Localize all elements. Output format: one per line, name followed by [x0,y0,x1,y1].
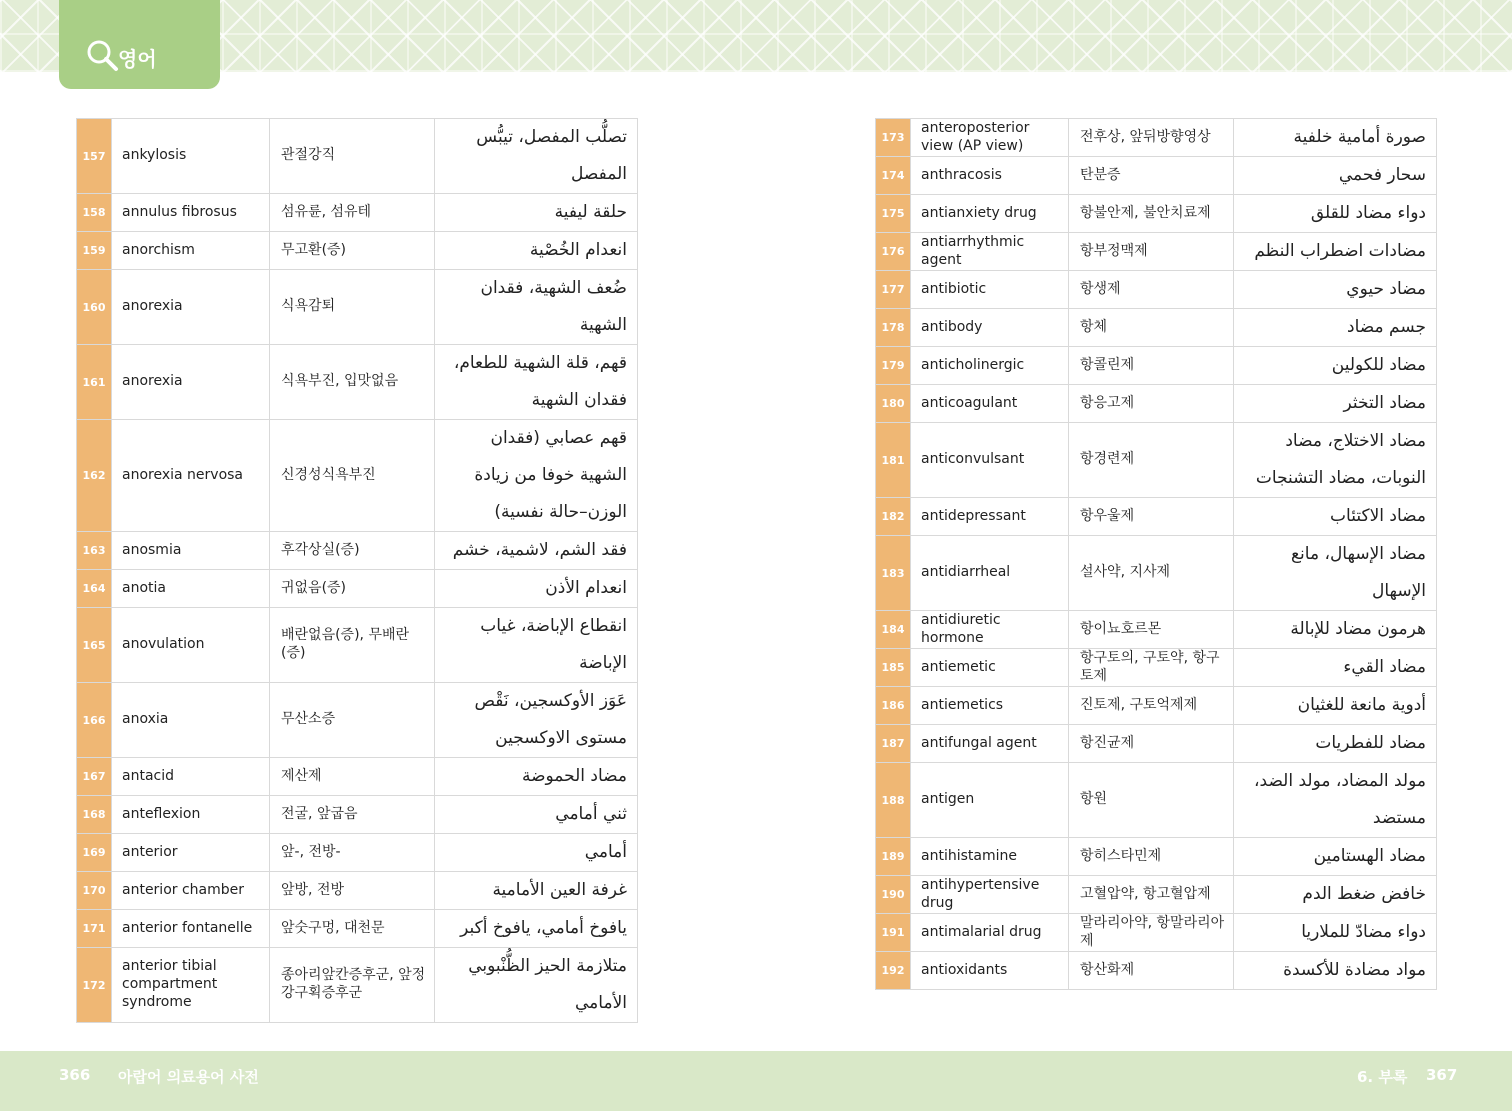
entry-number: 180 [876,385,911,423]
arabic-term: مضاد الإسهال، مانع الإسهال [1234,536,1437,611]
english-term: anorchism [112,232,270,270]
arabic-term: قهم، قلة الشهية للطعام، فقدان الشهية [435,345,638,420]
english-term: antiarrhythmic agent [911,233,1069,271]
table-row [876,498,1437,536]
english-term: anterior [112,834,270,872]
entry-number: 162 [77,420,112,532]
korean-term: 말라리아약, 항말라리아제 [1069,914,1234,952]
table-row [77,872,638,910]
table-row [77,420,638,532]
entry-number: 182 [876,498,911,536]
arabic-term: هرمون مضاد للإبالة [1234,611,1437,649]
arabic-term: تصلُّب المفصل، تيبُّس المفصل [435,119,638,194]
korean-term: 항불안제, 불안치료제 [1069,195,1234,233]
table-row [77,758,638,796]
table-row [77,194,638,232]
english-term: antiemetic [911,649,1069,687]
table-row [876,763,1437,838]
arabic-term: مضاد للكولين [1234,347,1437,385]
table-row [876,423,1437,498]
korean-term: 항구토의, 구토약, 항구토제 [1069,649,1234,687]
english-term: anotia [112,570,270,608]
table-row [77,119,638,194]
entry-number: 176 [876,233,911,271]
entry-number: 161 [77,345,112,420]
table-row [876,876,1437,914]
korean-term: 배란없음(증), 무배란(증) [270,608,435,683]
entry-number: 172 [77,948,112,1023]
korean-term: 식욕부진, 입맛없음 [270,345,435,420]
arabic-term: يافوخ أمامي، يافوخ أكبر [435,910,638,948]
section-label: 영어 [118,47,157,71]
korean-term: 항응고제 [1069,385,1234,423]
korean-term: 앞방, 전방 [270,872,435,910]
arabic-term: انعدام الأذن [435,570,638,608]
korean-term: 진토제, 구토억제제 [1069,687,1234,725]
table-row [77,910,638,948]
entry-number: 188 [876,763,911,838]
entry-number: 186 [876,687,911,725]
arabic-term: عَوَز الأوكسجين، نَقْص مستوى الاوكسجين [435,683,638,758]
english-term: anteroposterior view (AP view) [911,119,1069,157]
english-term: anticonvulsant [911,423,1069,498]
english-term: antifungal agent [911,725,1069,763]
table-row [77,683,638,758]
table-row [77,270,638,345]
entry-number: 167 [77,758,112,796]
table-row [77,796,638,834]
left-dictionary-table [76,118,638,1023]
korean-term: 항부정맥제 [1069,233,1234,271]
english-term: antihypertensive drug [911,876,1069,914]
arabic-term: سحار فحمي [1234,157,1437,195]
right-page-number: 367 [1426,1066,1458,1084]
arabic-term: مولد المضاد، مولد الضد، مستضد [1234,763,1437,838]
arabic-term: انعدام الخُصْية [435,232,638,270]
arabic-term: مضاد الاكتئاب [1234,498,1437,536]
korean-term: 관절강직 [270,119,435,194]
english-term: anterior tibial compartment syndrome [112,948,270,1023]
korean-term: 항진균제 [1069,725,1234,763]
entry-number: 165 [77,608,112,683]
table-row [876,195,1437,233]
table-row [876,309,1437,347]
left-book-title: 아랍어 의료용어 사전 [118,1068,259,1086]
english-term: anterior fontanelle [112,910,270,948]
english-term: antianxiety drug [911,195,1069,233]
table-row [77,532,638,570]
entry-number: 192 [876,952,911,990]
korean-term: 신경성식욕부진 [270,420,435,532]
korean-term: 탄분증 [1069,157,1234,195]
entry-number: 191 [876,914,911,952]
english-term: anterior chamber [112,872,270,910]
arabic-term: مضاد الاختلاج، مضاد النوبات، مضاد التشنجات [1234,423,1437,498]
entry-number: 183 [876,536,911,611]
entry-number: 173 [876,119,911,157]
english-term: anorexia nervosa [112,420,270,532]
english-term: antimalarial drug [911,914,1069,952]
arabic-term: قهم عصابي (فقدان الشهية خوفا من زيادة الوزن–حالة نفسية) [435,420,638,532]
arabic-term: خافض ضغط الدم [1234,876,1437,914]
entry-number: 174 [876,157,911,195]
entry-number: 163 [77,532,112,570]
arabic-term: مضاد حيوي [1234,271,1437,309]
korean-term: 귀없음(증) [270,570,435,608]
table-row [77,948,638,1023]
english-term: anorexia [112,345,270,420]
table-row [876,838,1437,876]
korean-term: 항생제 [1069,271,1234,309]
korean-term: 후각상실(증) [270,532,435,570]
english-term: anteflexion [112,796,270,834]
arabic-term: مضاد الحموضة [435,758,638,796]
right-dictionary-table [875,118,1437,990]
table-row [876,536,1437,611]
entry-number: 170 [77,872,112,910]
korean-term: 항체 [1069,309,1234,347]
korean-term: 설사약, 지사제 [1069,536,1234,611]
korean-term: 제산제 [270,758,435,796]
entry-number: 189 [876,838,911,876]
arabic-term: غرفة العين الأمامية [435,872,638,910]
korean-term: 종아리앞칸증후군, 앞정강구획증후군 [270,948,435,1023]
table-row [876,347,1437,385]
arabic-term: دواء مضادّ للملاريا [1234,914,1437,952]
english-term: antihistamine [911,838,1069,876]
korean-term: 항히스타민제 [1069,838,1234,876]
english-term: antioxidants [911,952,1069,990]
table-row [77,834,638,872]
english-term: anoxia [112,683,270,758]
entry-number: 159 [77,232,112,270]
arabic-term: دواء مضاد للقلق [1234,195,1437,233]
table-row [77,232,638,270]
arabic-term: جسم مضاد [1234,309,1437,347]
korean-term: 항콜린제 [1069,347,1234,385]
arabic-term: انقطاع الإباضة، غياب الإباضة [435,608,638,683]
entry-number: 187 [876,725,911,763]
table-row [876,687,1437,725]
table-row [876,611,1437,649]
korean-term: 항경련제 [1069,423,1234,498]
header-pattern-band [0,0,1512,72]
korean-term: 앞-, 전방- [270,834,435,872]
english-term: antidiarrheal [911,536,1069,611]
entry-number: 181 [876,423,911,498]
arabic-term: مضاد القيء [1234,649,1437,687]
search-icon [85,38,119,72]
korean-term: 항우울제 [1069,498,1234,536]
korean-term: 항원 [1069,763,1234,838]
korean-term: 항이뇨호르몬 [1069,611,1234,649]
arabic-term: ضُعف الشهية، فقدان الشهية [435,270,638,345]
section-tab [59,0,220,89]
arabic-term: ثني أمامي [435,796,638,834]
arabic-term: أدوية مانعة للغثيان [1234,687,1437,725]
english-term: antigen [911,763,1069,838]
english-term: anosmia [112,532,270,570]
english-term: anticoagulant [911,385,1069,423]
entry-number: 157 [77,119,112,194]
entry-number: 168 [77,796,112,834]
english-term: anticholinergic [911,347,1069,385]
table-row [876,233,1437,271]
english-term: antidiuretic hormone [911,611,1069,649]
korean-term: 무산소증 [270,683,435,758]
entry-number: 177 [876,271,911,309]
table-row [876,952,1437,990]
table-row [876,271,1437,309]
english-term: antacid [112,758,270,796]
table-row [77,345,638,420]
entry-number: 179 [876,347,911,385]
arabic-term: مضاد الهستامين [1234,838,1437,876]
english-term: anorexia [112,270,270,345]
arabic-term: أمامي [435,834,638,872]
english-term: anthracosis [911,157,1069,195]
entry-number: 175 [876,195,911,233]
korean-term: 앞숫구멍, 대천문 [270,910,435,948]
english-term: annulus fibrosus [112,194,270,232]
entry-number: 164 [77,570,112,608]
entry-number: 169 [77,834,112,872]
table-row [876,725,1437,763]
table-row [876,385,1437,423]
entry-number: 160 [77,270,112,345]
table-row [876,119,1437,157]
arabic-term: حلقة ليفية [435,194,638,232]
arabic-term: متلازمة الحيز الظُّنْبوبي الأمامي [435,948,638,1023]
table-row [77,608,638,683]
entry-number: 178 [876,309,911,347]
english-term: antibiotic [911,271,1069,309]
entry-number: 190 [876,876,911,914]
entry-number: 184 [876,611,911,649]
arabic-term: مضاد للفطريات [1234,725,1437,763]
arabic-term: مضادات اضطراب النظم [1234,233,1437,271]
table-row [876,649,1437,687]
right-section-title: 6. 부록 [1357,1068,1408,1086]
korean-term: 섬유륜, 섬유테 [270,194,435,232]
left-page-number: 366 [59,1066,91,1084]
table-row [876,914,1437,952]
entry-number: 171 [77,910,112,948]
table-row [876,157,1437,195]
english-term: ankylosis [112,119,270,194]
english-term: antibody [911,309,1069,347]
arabic-term: مضاد التخثر [1234,385,1437,423]
entry-number: 185 [876,649,911,687]
korean-term: 전굴, 앞굽음 [270,796,435,834]
english-term: antidepressant [911,498,1069,536]
arabic-term: مواد مضادة للأكسدة [1234,952,1437,990]
korean-term: 고혈압약, 항고혈압제 [1069,876,1234,914]
arabic-term: صورة أمامية خلفية [1234,119,1437,157]
entry-number: 158 [77,194,112,232]
table-row [77,570,638,608]
korean-term: 무고환(증) [270,232,435,270]
arabic-term: فقد الشم، لاشمية، خشم [435,532,638,570]
entry-number: 166 [77,683,112,758]
korean-term: 항산화제 [1069,952,1234,990]
korean-term: 전후상, 앞뒤방향영상 [1069,119,1234,157]
english-term: anovulation [112,608,270,683]
korean-term: 식욕감퇴 [270,270,435,345]
english-term: antiemetics [911,687,1069,725]
